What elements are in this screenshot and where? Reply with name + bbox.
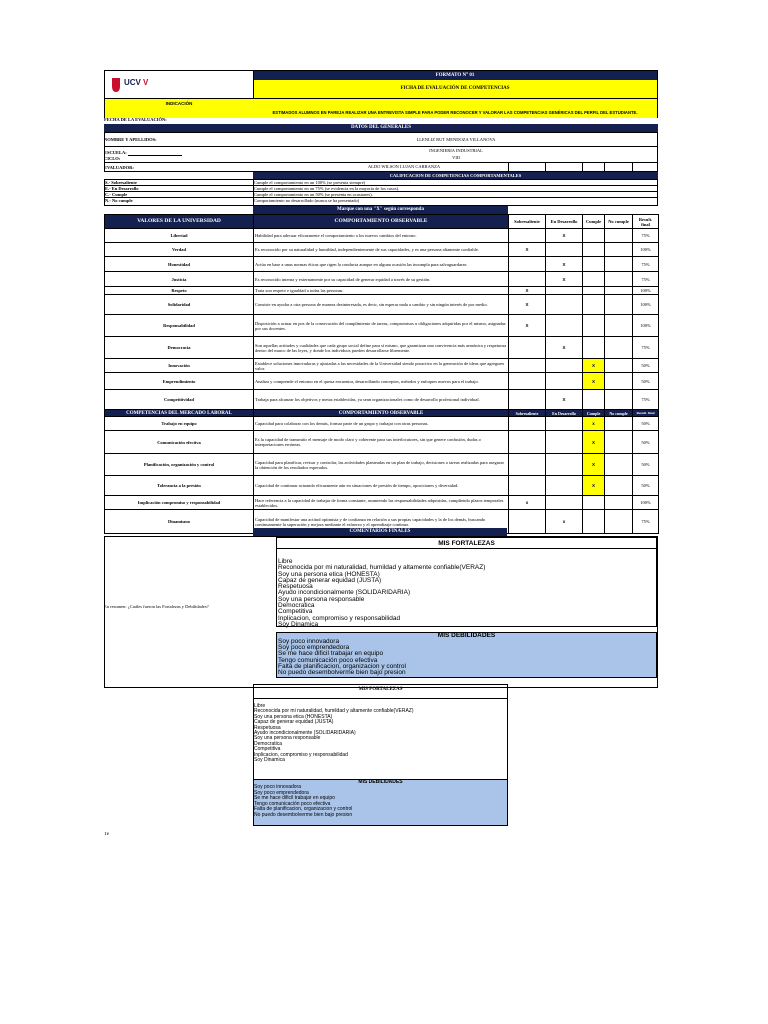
result-final: 50% <box>633 431 659 454</box>
mark-c[interactable] <box>583 390 605 410</box>
result-final: 50% <box>633 373 659 390</box>
valor-desc: Analiza y comprende el entorno en el queua encuentra, desarrollando conceptos, métodos y enfoques nuevos para el trabajo. <box>254 373 509 390</box>
table-row <box>105 359 659 373</box>
mark-e[interactable]: X <box>546 257 583 272</box>
valor-name: Democracia <box>105 337 254 359</box>
list-item: Respetuosa <box>278 583 313 591</box>
competencia-desc: Capacidad para planificar, revisar y controlar, las actividades planteadas en un plan de trabajo, decisiones o tareas realizadas para asegurar la obtención de los resultados esperados. <box>254 454 509 476</box>
valor-name: Responsabilidad <box>105 315 254 337</box>
table-row <box>105 315 659 337</box>
mark-n[interactable] <box>605 390 633 410</box>
mark-c[interactable] <box>583 243 605 257</box>
list-item: Se me hace dificil trabajar en equipo <box>278 650 384 658</box>
list-item: Capaz de generar equidad (JUSTA) <box>278 576 382 584</box>
mark-n[interactable] <box>605 272 633 287</box>
mark-c[interactable] <box>583 229 605 243</box>
result-final: 100% <box>633 243 659 257</box>
valor-name: Solidaridad <box>105 295 254 315</box>
mark-n[interactable] <box>605 359 633 373</box>
indicacion-label: INDICACIÓN <box>105 99 253 109</box>
debilidades-list <box>278 639 656 676</box>
indicacion-text: ESTIMADOS ALUMNOS EN PAREJA REALIZAR UNA ENTREVISTA SIMPLE PARA PODER RECONOCER Y VALORAR LAS COMPETENCIAS GENÉRICAS DEL PERFIL DEL ESTUDIANTE. <box>253 99 657 118</box>
competencia-name: Planificación, organización y control <box>105 454 254 476</box>
table-row <box>105 287 659 295</box>
list-item: Competitiva <box>278 608 313 616</box>
mark-n[interactable] <box>605 295 633 315</box>
fortalezas-copy-list <box>254 704 507 763</box>
competencia-name: Comunicación efectiva <box>105 431 254 454</box>
result-final: 75% <box>633 257 659 272</box>
result-final: 75% <box>633 229 659 243</box>
table-row <box>105 257 659 272</box>
list-item: Reconocida por mi naturalidad, humildad y altamente confiable(VERAZ) <box>254 708 414 715</box>
list-item: Soy poco innovadora <box>278 638 340 645</box>
mark-n[interactable] <box>605 496 633 510</box>
mark-s[interactable] <box>509 373 546 390</box>
mark-e[interactable] <box>546 476 583 496</box>
col-result-final: Result. final <box>633 215 659 229</box>
nombre-label: NOMBRE Y APELLIDOS: <box>104 137 157 142</box>
list-item: Soy Dinamica <box>254 757 285 764</box>
mark-s[interactable]: X <box>509 295 546 315</box>
list-item: No puedo desembolverme bien bajo presion <box>254 811 353 818</box>
mercado-header: COMPETENCIAS DEL MERCADO LABORAL <box>105 410 254 417</box>
valor-desc: Consiste en ayudar a otra persona de manera desinteresada, es decir, sin esperar nada a cambio y sin ningún interés de por medio. <box>254 295 509 315</box>
mark-n[interactable] <box>605 287 633 295</box>
result-final: 75% <box>633 272 659 287</box>
mark-n[interactable] <box>605 431 633 454</box>
valores-table <box>104 214 659 410</box>
mark-s[interactable] <box>509 510 546 534</box>
mark-s[interactable] <box>509 229 546 243</box>
competencia-name: Implicación compromiso y responsabilidad <box>105 496 254 510</box>
mark-c[interactable] <box>583 295 605 315</box>
competencia-desc: Capacidad para colaborar con los demás, formar parte de un grupo y trabajar con otras personas. <box>254 417 509 431</box>
valor-desc: Trata son respeto e igualdad a todas las personas. <box>254 287 509 295</box>
valor-name: Justicia <box>105 272 254 287</box>
evaluador-label: EVALUADOR: <box>104 165 134 170</box>
list-item: Soy Dinamica <box>278 620 319 628</box>
escuela-value: INGENIERIA INDUSTRIAL <box>429 148 483 153</box>
mark-n[interactable] <box>605 229 633 243</box>
col-sobresaliente-2: Sobresaliente <box>509 410 546 417</box>
calif-desc-e: Cumple el comportamiento en un 75% (se evidencia en la mayoría de los casos). <box>254 186 400 191</box>
ucv-logo-icon <box>110 74 158 96</box>
col-sobresaliente: Sobresaliente <box>509 215 546 229</box>
mark-s[interactable]: X <box>509 287 546 295</box>
mark-s[interactable] <box>509 257 546 272</box>
mark-s[interactable] <box>509 272 546 287</box>
comportamiento-header-2: COMPORTAMIENTO OBSERVABLE <box>254 410 509 417</box>
mark-s[interactable] <box>509 337 546 359</box>
result-final: 75% <box>633 337 659 359</box>
list-item: Ayudo incondicionalmente (SOLIDARIDARIA) <box>278 589 411 597</box>
competencia-name: Trabajo en equipo <box>105 417 254 431</box>
list-item: Competitiva <box>254 746 281 753</box>
table-row <box>105 417 659 431</box>
col-en-desarrollo-2: En Desarrollo <box>546 410 583 417</box>
col-en-desarrollo: En Desarrollo <box>546 215 583 229</box>
competencia-desc: Capacidad de manifestar una actitud optimista y de confianza en relación a sus propias capacidades y la de los demás, buscando continuamente la superación y mejora mediante el esfuerzo y el aprendizaje continuo. <box>254 510 509 534</box>
table-row <box>105 373 659 390</box>
list-item: Soy poco emprendedora <box>254 789 309 796</box>
mark-e[interactable] <box>546 454 583 476</box>
mark-c[interactable]: x <box>583 417 605 431</box>
mark-n[interactable] <box>605 337 633 359</box>
mark-n[interactable] <box>605 373 633 390</box>
mark-e[interactable] <box>546 243 583 257</box>
marque-instruccion: Marque con una "X" según corresponda <box>253 206 508 214</box>
calif-label-c: C.- Cumple <box>105 192 128 197</box>
col-cumple-2: Cumple <box>583 410 605 417</box>
list-item: Democratica <box>278 602 315 610</box>
mark-n[interactable] <box>605 315 633 337</box>
competencia-desc: Capacidad de continuar actuando eficazmente aún en situaciones de presión de tiempo, oposiciones y diversidad. <box>254 476 509 496</box>
mark-e[interactable]: X <box>546 390 583 410</box>
list-item: Inplicacion, compromiso y responsabilidad <box>254 751 348 758</box>
mark-c[interactable] <box>583 496 605 510</box>
mark-n[interactable] <box>605 476 633 496</box>
table-row <box>105 272 659 287</box>
table-row <box>105 243 659 257</box>
valor-desc: Trabaja para alcanzar los objetivos y metas establecidas, ya sean organizacionales como de desarrollo profesional individual. <box>254 390 509 410</box>
mark-s[interactable]: x <box>509 496 546 510</box>
debilidades-copy-list <box>254 785 507 819</box>
list-item: Reconocida por mi naturalidad, humildad y altamente confiable(VERAZ) <box>278 564 486 572</box>
calif-desc-c: Cumple el comportamiento en un 50% (se presenta en ocasiones). <box>254 192 373 197</box>
list-item: No puedo desembolverme bien bajo presion <box>278 669 406 677</box>
mark-n[interactable] <box>605 510 633 534</box>
mark-s[interactable]: X <box>509 243 546 257</box>
result-final: 50% <box>633 476 659 496</box>
table-row <box>105 454 659 476</box>
datos-title: DATOS DEL GENERALES <box>104 124 658 132</box>
valor-name: Innovación <box>105 359 254 373</box>
calif-desc-s: Cumple el comportamiento en un 100% (se presenta siempre) <box>254 180 366 185</box>
mark-n[interactable] <box>605 257 633 272</box>
list-item: Soy una persona responsable <box>254 735 321 742</box>
mark-n[interactable] <box>605 454 633 476</box>
list-item: Soy poco emprendedora <box>278 644 350 652</box>
mark-c[interactable] <box>583 337 605 359</box>
mark-s[interactable] <box>509 359 546 373</box>
list-item: Ayudo incondicionalmente (SOLIDARIDARIA) <box>254 730 356 737</box>
valor-name: Verdad <box>105 243 254 257</box>
valor-desc: Establece soluciones innovadoras y ajustadas a las necesidades de la Universidad siendo proactivo en la generación de ideas que agreguen valor. <box>254 359 509 373</box>
list-item: Falta de planificacion, organizacion y control <box>278 662 406 670</box>
list-item: Tengo comunicación poco efectiva <box>278 656 378 664</box>
valor-desc: Actúa en base a unas normas éticas que rigen la conducta aunque en alguna ocasión las incumpla para salvaguardarse. <box>254 257 509 272</box>
ciclo-label: CICLO: <box>104 156 121 161</box>
mark-e[interactable] <box>546 431 583 454</box>
mark-c[interactable] <box>583 315 605 337</box>
fecha-label: FECHA DE LA EVALUACIÓN: <box>104 117 167 122</box>
calif-label-s: S.- Sobresaliente <box>105 180 137 185</box>
col-no-cumple-2: No cumple <box>605 410 633 417</box>
col-cumple: Cumple <box>583 215 605 229</box>
calificacion-title: CALIFICACION DE COMPETENCIAS COMPORTAMENTALES <box>253 172 658 179</box>
valor-desc: Son aquellas actitudes y cualidades que cada grupo social define para sí mismo, que garantizan una convivencia más armónica y respetuosa dentro del marco de las leyes, y donde los individuos pueden desarrollarse libremente. <box>254 337 509 359</box>
fortalezas-title: MIS FORTALEZAS <box>438 540 495 547</box>
ciclo-value: VIII <box>452 155 460 160</box>
comportamiento-header: COMPORTAMIENTO OBSERVABLE <box>254 215 509 229</box>
debilidades-title: MIS DEBILIDADES <box>437 632 496 639</box>
mark-s[interactable] <box>509 390 546 410</box>
competencia-desc: Hace referencia a la capacidad de trabajar de forma constante, asumiendo las responsabilidades adquiridas, cumpliendo plazos temporales establecidos. <box>254 496 509 510</box>
list-item: Libre <box>254 703 266 709</box>
table-row <box>105 496 659 510</box>
calif-label-e: E.- En Desarrollo <box>105 186 139 191</box>
mark-c[interactable]: X <box>583 476 605 496</box>
table-row <box>105 229 659 243</box>
mark-n[interactable] <box>605 243 633 257</box>
valor-name: Libertad <box>105 229 254 243</box>
comentarios-title: COMENTARIOS FINALES <box>253 528 507 536</box>
list-item: Falta de planificacion, organizacion y control <box>254 806 353 813</box>
list-item: Soy una persona etica (HONESTA) <box>278 570 380 578</box>
competencia-name: Dinamismo <box>105 510 254 534</box>
mark-e[interactable]: X <box>546 272 583 287</box>
mark-e[interactable]: X <box>546 337 583 359</box>
mark-c[interactable] <box>583 272 605 287</box>
list-item: Soy una persona etica (HONESTA) <box>254 713 333 720</box>
logo-text: UCV <box>124 78 141 87</box>
mark-e[interactable] <box>546 496 583 510</box>
result-final: 100% <box>633 295 659 315</box>
calif-desc-n: Comportamiento no desarrollado (nunca se ha presentado) <box>254 198 360 203</box>
mark-e[interactable] <box>546 417 583 431</box>
result-final: 100% <box>633 315 659 337</box>
list-item: Respetuosa <box>254 724 281 731</box>
valor-name: Competitividad <box>105 390 254 410</box>
result-final: 75% <box>633 390 659 410</box>
calif-label-n: N.- No cumple <box>105 198 133 203</box>
result-final: 50% <box>633 359 659 373</box>
mark-e[interactable]: X <box>546 229 583 243</box>
table-row <box>105 476 659 496</box>
list-item: Inplicacion, compromiso y responsabilidad <box>278 614 401 622</box>
valor-desc: Es reconocido por su naturalidad y humildad, independientemente de sus capacidades, y es una persona altamente confiable. <box>254 243 509 257</box>
list-item: Tengo comunicación poco efectiva <box>254 800 331 807</box>
footer-note: Te <box>104 832 109 837</box>
mark-c[interactable] <box>583 510 605 534</box>
mark-e[interactable] <box>546 359 583 373</box>
competencia-name: Tolerancia a la presión <box>105 476 254 496</box>
debilidades-copy-title: MIS DEBILIDADES <box>358 779 403 785</box>
mark-c[interactable]: X <box>583 359 605 373</box>
list-item: Soy una persona responsable <box>278 595 365 603</box>
comentarios-question: En resumen: ¿Cuáles fueron las Fortalezas y Debilidades? <box>104 604 209 609</box>
mark-e[interactable] <box>546 315 583 337</box>
competencia-desc: Es la capacidad de transmitir el mensaje de modo claro y coherente para sus interlocutores, sin que genere confusión, dudas o interpretaciones erróneas. <box>254 431 509 454</box>
mark-n[interactable] <box>605 417 633 431</box>
mark-c[interactable]: X <box>583 373 605 390</box>
valor-desc: Es reconocido interna y externamente por su capacidad de generar equidad a través de su gestión. <box>254 272 509 287</box>
list-item: Se me hace dificil trabajar en equipo <box>254 795 335 802</box>
mark-s[interactable] <box>509 454 546 476</box>
result-final: 100% <box>633 496 659 510</box>
svg-text:V: V <box>143 78 149 87</box>
result-final: 75% <box>633 510 659 534</box>
table-row <box>105 390 659 410</box>
table-row <box>105 431 659 454</box>
result-final: 50% <box>633 454 659 476</box>
mark-c[interactable] <box>583 287 605 295</box>
list-item: Capaz de generar equidad (JUSTA) <box>254 719 334 726</box>
valor-name: Respeto <box>105 287 254 295</box>
col-result-final-2: Result. final <box>633 410 659 417</box>
result-final: 100% <box>633 287 659 295</box>
mark-e[interactable] <box>546 295 583 315</box>
mark-s[interactable] <box>509 476 546 496</box>
list-item: Democratica <box>254 740 283 747</box>
valores-header: VALORES DE LA UNIVERSIDAD <box>105 215 254 229</box>
fortalezas-list <box>278 559 656 628</box>
ficha-title: FICHA DE EVALUACIÓN DE COMPETENCIAS <box>253 80 657 98</box>
mark-c[interactable] <box>583 257 605 272</box>
valor-name: Honestidad <box>105 257 254 272</box>
list-item: Libre <box>278 558 293 565</box>
valor-desc: Habilidad para adecuar eficazmente el comportamiento a los nuevos cambios del entorno. <box>254 229 509 243</box>
mark-e[interactable] <box>546 373 583 390</box>
logo <box>110 74 158 96</box>
mercado-table <box>104 409 659 534</box>
escuela-label: ESCUELA: <box>104 150 127 155</box>
mark-c[interactable]: X <box>583 454 605 476</box>
result-final: 50% <box>633 417 659 431</box>
mark-e[interactable] <box>546 287 583 295</box>
table-row <box>105 295 659 315</box>
mark-e[interactable]: x <box>546 510 583 534</box>
mark-s[interactable]: X <box>509 315 546 337</box>
table-row <box>105 337 659 359</box>
col-no-cumple: No cumple <box>605 215 633 229</box>
valor-name: Emprendimiento <box>105 373 254 390</box>
formato-title: FORMATO N° 01 <box>253 71 657 80</box>
mark-s[interactable] <box>509 431 546 454</box>
fortalezas-copy-title: MIS FORTALEZAS <box>358 687 403 692</box>
valor-desc: Disposición a actuar en pos de la consecución del cumplimiento de tareas, compromisos u obligaciones adquiridas por el mismo, asignadas por sus docentes. <box>254 315 509 337</box>
mark-s[interactable] <box>509 417 546 431</box>
mark-c[interactable]: X <box>583 431 605 454</box>
list-item: Soy poco innovadora <box>254 784 301 790</box>
nombre-value: LLENLIZ RUT MENDOZA VILLANOVA <box>416 137 496 142</box>
evaluador-value: ALDO WILSON LUJAN CARRANZA <box>367 164 441 169</box>
